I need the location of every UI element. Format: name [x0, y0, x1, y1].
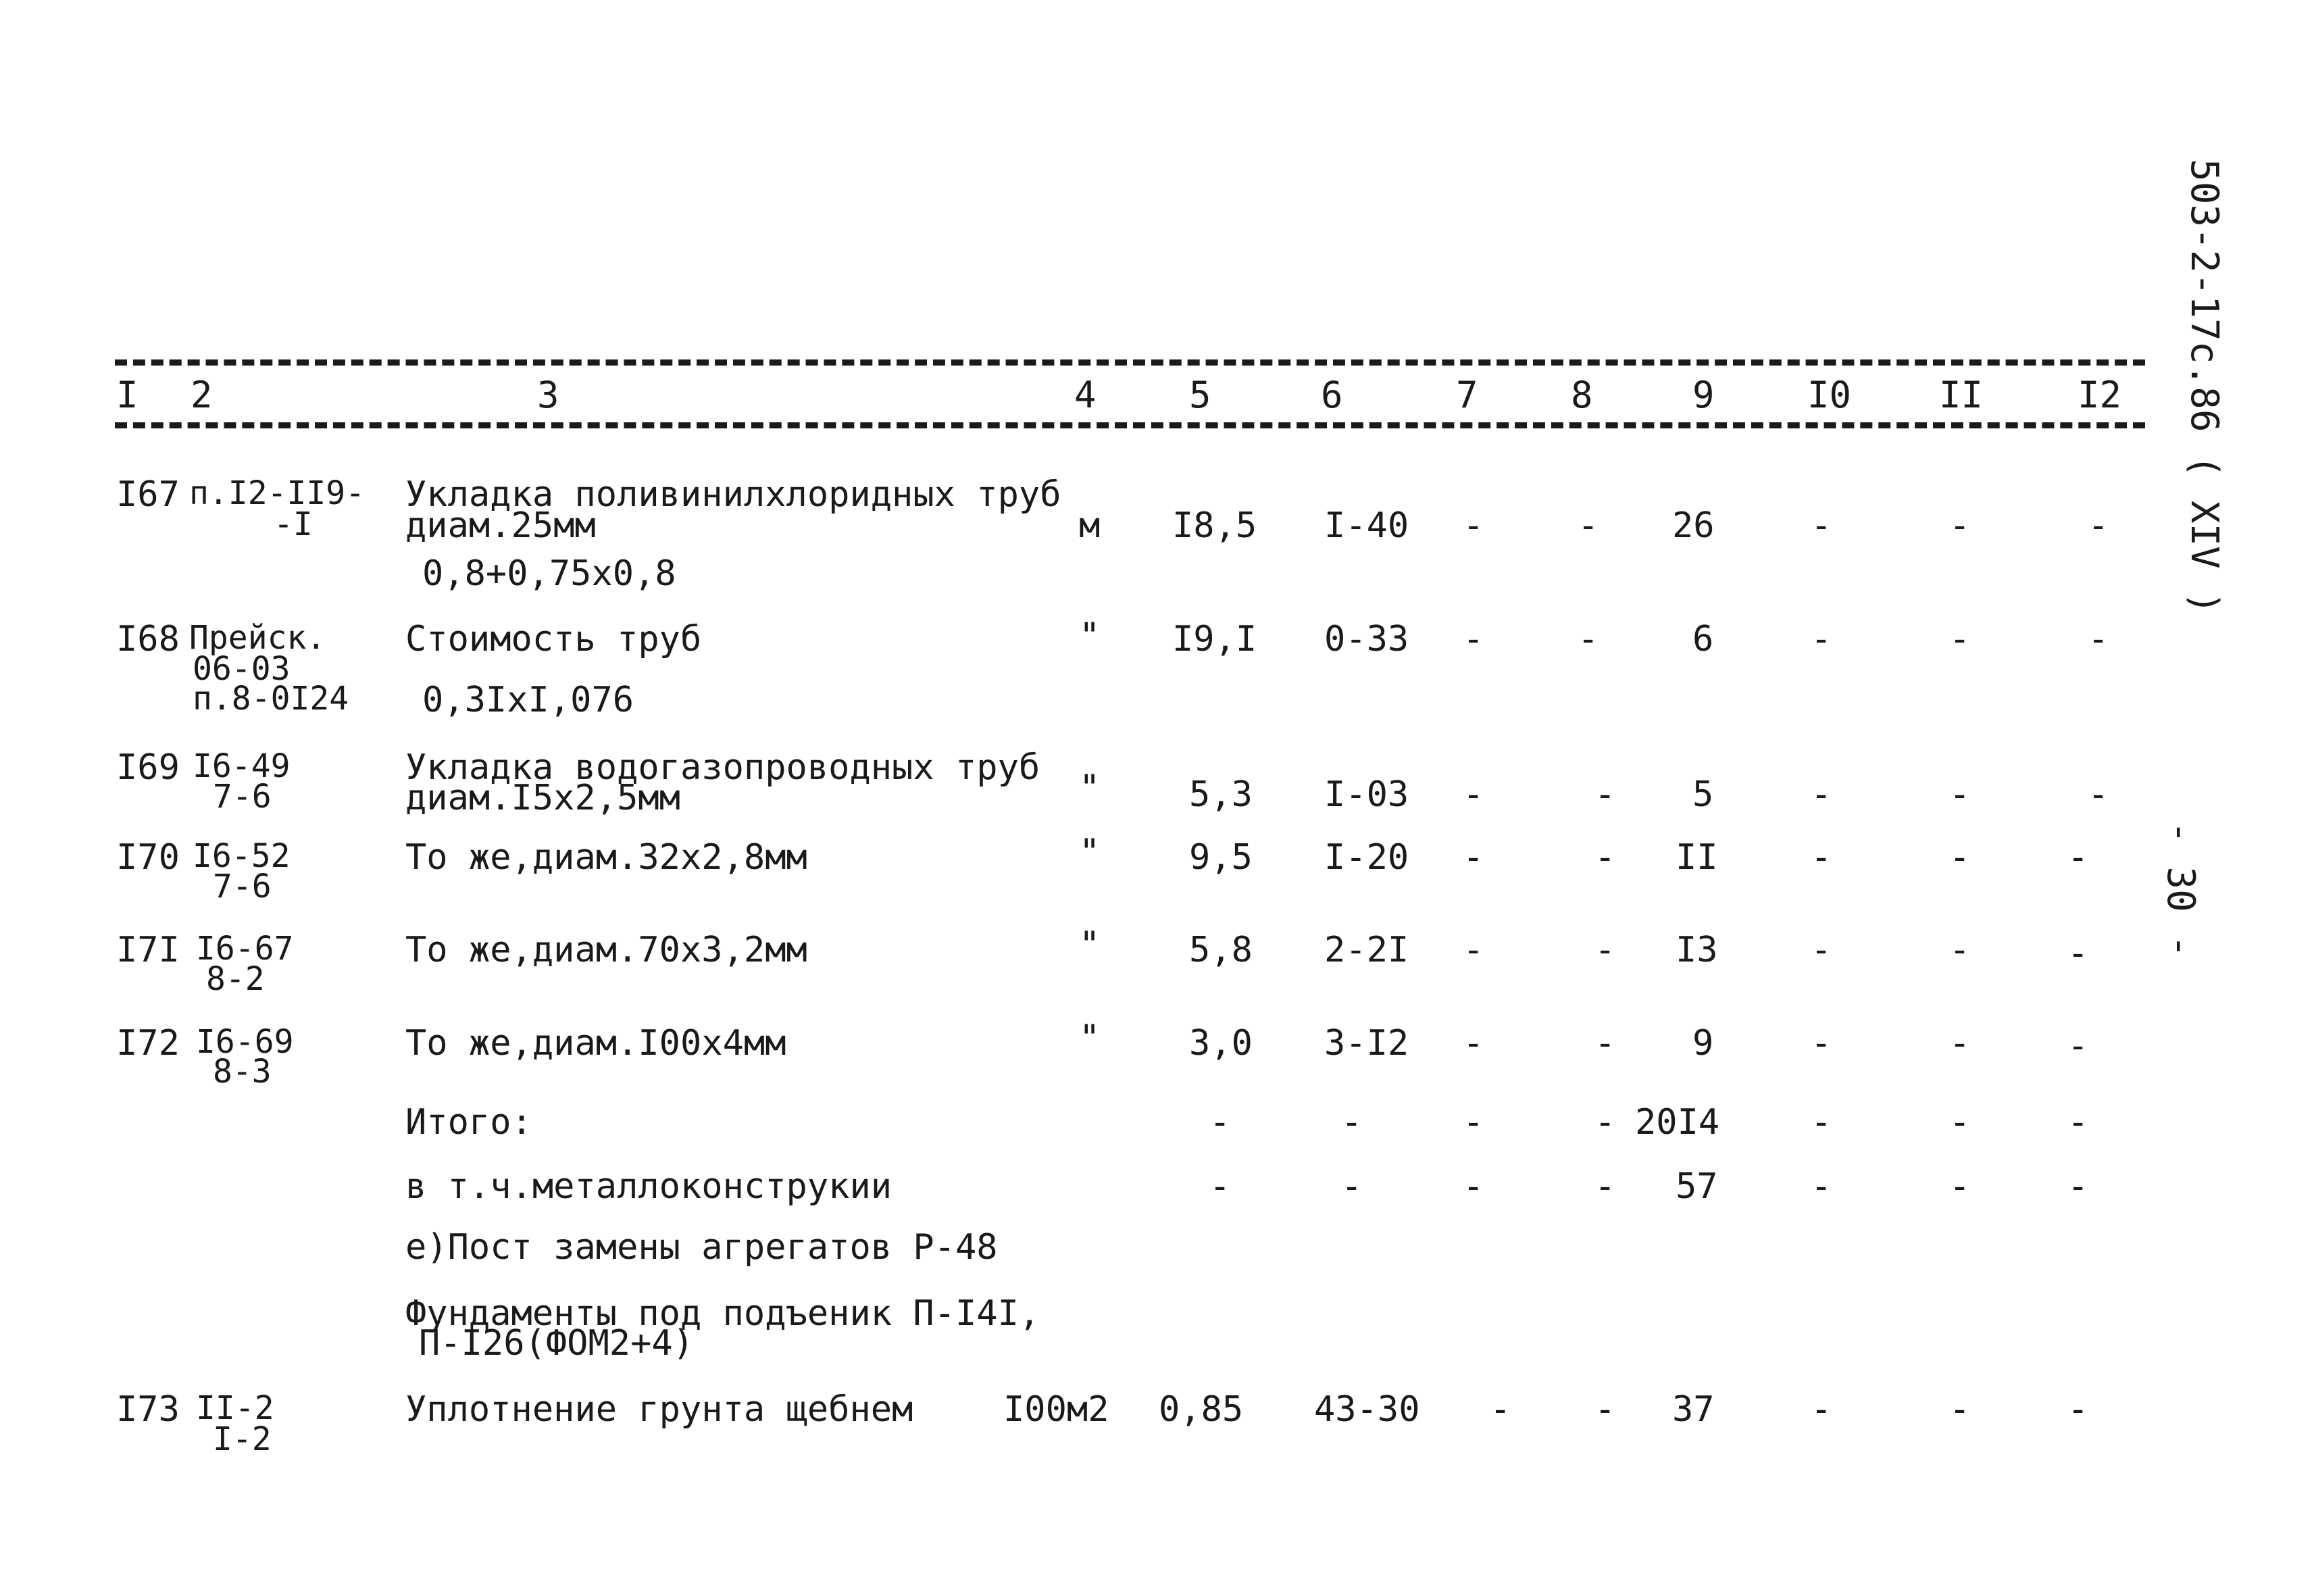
row-col12: -: [2088, 505, 2109, 546]
row-description: Укладка водогазопроводных труб: [405, 747, 1040, 788]
row-code: Прейск.: [189, 619, 326, 657]
totals-col12: -: [2067, 1102, 2089, 1143]
row-col10: -: [1811, 1389, 1832, 1430]
row-col7: -: [1463, 837, 1484, 878]
row-code: I6-67: [196, 930, 294, 968]
column-header: II: [1939, 374, 1984, 416]
header-top-rule: [115, 359, 2145, 366]
row-col12: -: [2088, 774, 2109, 815]
row-col11: -: [1949, 1023, 1971, 1064]
row-total: 26: [1672, 505, 1715, 546]
row-col7: -: [1490, 1389, 1511, 1430]
row-description: Уплотнение грунта щебнем: [405, 1389, 913, 1430]
row-col7: -: [1463, 505, 1484, 546]
totals-col6: -: [1341, 1102, 1363, 1143]
row-unit: I00м2: [1003, 1389, 1109, 1430]
column-header: 6: [1321, 374, 1343, 416]
row-code: п.I2-II9-: [189, 474, 366, 512]
column-header: 7: [1456, 374, 1478, 416]
row-number: I7I: [116, 930, 180, 970]
row-code: 06-03: [193, 650, 291, 688]
document-code: 503-2-17с.86 ( XIV ): [2182, 159, 2226, 615]
row-code: I6-69: [196, 1023, 294, 1061]
column-header: 2: [191, 374, 213, 416]
row-code: 7-6: [213, 778, 272, 816]
row-price: I-40: [1324, 505, 1409, 546]
column-header: I0: [1807, 374, 1852, 416]
row-col8: -: [1578, 505, 1599, 546]
row-col12: -: [2088, 619, 2109, 659]
row-unit: ": [1079, 924, 1101, 965]
row-quantity: 3,0: [1189, 1023, 1253, 1064]
row-price: 2-2I: [1324, 930, 1409, 970]
column-header: 9: [1692, 374, 1715, 416]
row-quantity: I8,5: [1172, 505, 1257, 546]
row-col11: -: [1949, 774, 1971, 815]
row-code: I6-52: [193, 837, 291, 875]
column-header: I2: [2078, 374, 2122, 416]
column-header: 5: [1189, 374, 1211, 416]
row-calculation: 0,3IхI,076: [422, 680, 634, 720]
totals-col8: -: [1594, 1102, 1616, 1143]
row-col8: -: [1578, 619, 1599, 659]
row-code: 7-6: [213, 868, 272, 905]
row-description: То же,диам.I00х4мм: [405, 1023, 786, 1064]
row-col8: -: [1594, 837, 1616, 878]
row-col10: -: [1811, 1023, 1832, 1064]
row-col10: -: [1811, 837, 1832, 878]
row-unit: ": [1079, 768, 1101, 808]
subsection-heading: П-I26(ФОМ2+4): [419, 1323, 694, 1364]
row-total: 6: [1692, 619, 1714, 659]
row-col8: -: [1594, 930, 1616, 970]
totals-col11: -: [1949, 1102, 1971, 1143]
row-quantity: 0,85: [1159, 1389, 1244, 1430]
row-col12: -: [2067, 837, 2089, 878]
row-price: 3-I2: [1324, 1023, 1409, 1064]
totals-col5: -: [1209, 1102, 1231, 1143]
subsection-heading: Фундаменты под подъеник П-I4I,: [405, 1293, 1040, 1334]
row-unit: ": [1079, 832, 1101, 872]
row-unit: ": [1079, 616, 1101, 656]
totals-total: 20I4: [1635, 1102, 1720, 1143]
row-col10: -: [1811, 930, 1832, 970]
row-col7: -: [1463, 930, 1484, 970]
row-code: п.8-0I24: [193, 680, 349, 718]
row-col11: -: [1949, 1389, 1971, 1430]
page-number: - 30 -: [2159, 821, 2203, 958]
row-quantity: 9,5: [1189, 837, 1253, 878]
row-price: I-03: [1324, 774, 1409, 815]
row-col12: -: [2067, 933, 2089, 974]
column-header: 8: [1571, 374, 1593, 416]
row-description: То же,диам.70х3,2мм: [405, 930, 807, 970]
row-calculation: 0,8+0,75х0,8: [422, 553, 676, 594]
totals-total: 57: [1676, 1166, 1718, 1207]
row-price: I-20: [1324, 837, 1409, 878]
row-col7: -: [1463, 1023, 1484, 1064]
row-quantity: 5,8: [1189, 930, 1253, 970]
row-col11: -: [1949, 837, 1971, 878]
row-number: I72: [116, 1023, 180, 1064]
row-number: I69: [116, 747, 180, 788]
row-code: II-2: [196, 1389, 274, 1427]
row-col11: -: [1949, 505, 1971, 546]
totals-col10: -: [1811, 1102, 1832, 1143]
row-number: I73: [116, 1389, 180, 1430]
column-header: I: [116, 374, 139, 416]
row-number: I70: [116, 837, 180, 878]
column-header: 3: [537, 374, 559, 416]
row-col11: -: [1949, 619, 1971, 659]
totals-col6: -: [1341, 1166, 1363, 1207]
row-price: 43-30: [1314, 1389, 1420, 1430]
row-col8: -: [1594, 774, 1616, 815]
row-description: Стоимость труб: [405, 619, 702, 659]
row-number: I67: [116, 474, 180, 515]
row-total: II: [1676, 837, 1718, 878]
row-total: 9: [1692, 1023, 1714, 1064]
row-col8: -: [1594, 1023, 1616, 1064]
row-price: 0-33: [1324, 619, 1409, 659]
column-header: 4: [1074, 374, 1097, 416]
totals-col11: -: [1949, 1166, 1971, 1207]
row-code: 8-3: [213, 1053, 272, 1091]
row-description: То же,диам.32х2,8мм: [405, 837, 807, 878]
totals-col12: -: [2067, 1166, 2089, 1207]
row-col10: -: [1811, 505, 1832, 546]
row-col10: -: [1811, 619, 1832, 659]
row-col12: -: [2067, 1026, 2089, 1066]
row-code: I6-49: [193, 747, 291, 785]
row-description: Укладка поливинилхлоридных труб: [405, 474, 1061, 515]
header-bottom-rule: [115, 422, 2145, 428]
row-code: -I: [274, 505, 313, 543]
row-code: 8-2: [206, 960, 265, 998]
totals-label: Итого:: [405, 1102, 532, 1143]
row-quantity: I9,I: [1172, 619, 1257, 659]
row-col11: -: [1949, 930, 1971, 970]
totals-col7: -: [1463, 1166, 1484, 1207]
totals-col7: -: [1463, 1102, 1484, 1143]
row-col12: -: [2067, 1389, 2089, 1430]
row-number: I68: [116, 619, 180, 659]
row-description: диам.I5х2,5мм: [405, 778, 680, 818]
totals-col5: -: [1209, 1166, 1231, 1207]
row-description: диам.25мм: [405, 505, 596, 546]
row-code: I-2: [213, 1420, 272, 1458]
totals-col8: -: [1594, 1166, 1616, 1207]
row-total: I3: [1676, 930, 1718, 970]
row-col7: -: [1463, 619, 1484, 659]
totals-col10: -: [1811, 1166, 1832, 1207]
section-heading: е)Пост замены агрегатов Р-48: [405, 1227, 998, 1268]
row-col7: -: [1463, 774, 1484, 815]
row-total: 5: [1692, 774, 1714, 815]
totals-label: в т.ч.металлоконструкии: [405, 1166, 892, 1207]
row-quantity: 5,3: [1189, 774, 1253, 815]
row-col8: -: [1594, 1389, 1616, 1430]
row-total: 37: [1672, 1389, 1715, 1430]
row-unit: ": [1079, 1018, 1101, 1058]
row-col10: -: [1811, 774, 1832, 815]
row-unit: м: [1079, 505, 1101, 546]
